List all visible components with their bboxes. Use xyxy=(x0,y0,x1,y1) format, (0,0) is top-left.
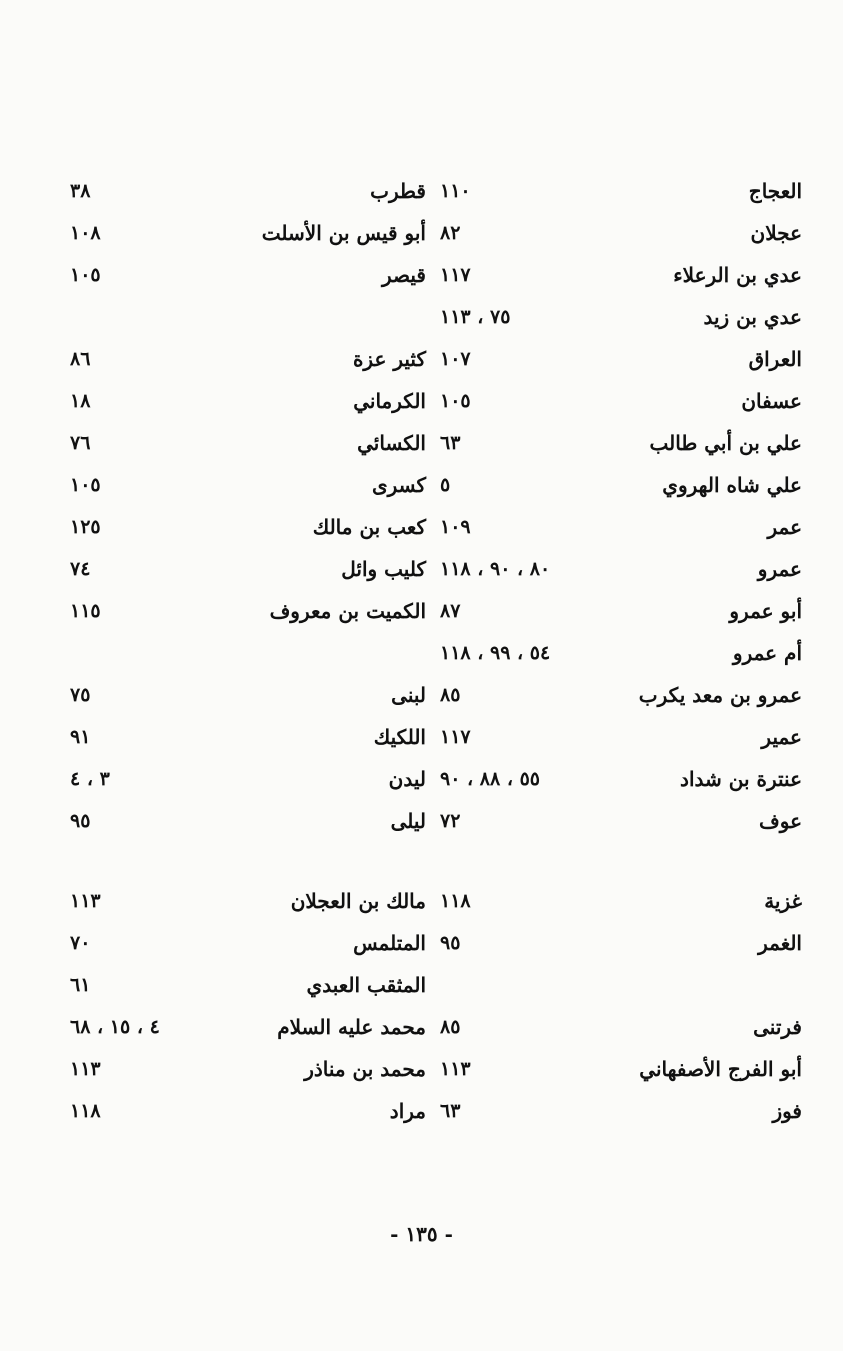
entry-name: قيصر xyxy=(382,263,426,287)
index-entry xyxy=(70,758,426,800)
entry-pages: ١١٣ xyxy=(440,1058,471,1080)
entry-name: الكميت بن معروف xyxy=(269,599,426,623)
entry-pages: ٦٣ xyxy=(440,432,461,454)
entry-name: كسرى xyxy=(371,473,426,497)
index-entry xyxy=(70,380,426,422)
index-entry xyxy=(440,632,802,674)
entry-pages: ١١٣ xyxy=(70,890,101,912)
entry-name: أبو عمرو xyxy=(729,599,802,623)
entry-pages: ٧٠ xyxy=(70,932,91,954)
index-entry xyxy=(70,716,426,758)
index-entry xyxy=(440,674,802,716)
entry-pages: ٩٥ xyxy=(440,932,461,954)
entry-name: محمد بن مناذر xyxy=(304,1057,426,1081)
entry-name: ليلى xyxy=(390,809,426,833)
section-gap xyxy=(70,842,426,880)
section-gap xyxy=(440,842,802,880)
entry-pages: ٨٧ xyxy=(440,600,461,622)
entry-pages: ١٠٥ xyxy=(70,474,101,496)
left-column xyxy=(70,170,426,1132)
entry-pages: ٥ xyxy=(440,474,451,496)
entry-name: مالك بن العجلان xyxy=(290,889,426,913)
entry-name: لبنى xyxy=(391,683,426,707)
entry-pages: ٩١ xyxy=(70,726,91,748)
entry-name: كعب بن مالك xyxy=(312,515,426,539)
index-entry xyxy=(440,880,802,922)
entry-name: محمد عليه السلام xyxy=(277,1015,426,1039)
index-entry xyxy=(440,422,802,464)
entry-pages: ١١٣ xyxy=(70,1058,101,1080)
entry-name: علي شاه الهروي xyxy=(662,473,802,497)
index-entry xyxy=(70,674,426,716)
entry-name: أم عمرو xyxy=(732,641,802,665)
entry-pages: ٥٥ ، ٨٨ ، ٩٠ xyxy=(440,768,541,790)
index-entry xyxy=(440,254,802,296)
index-entry xyxy=(70,1048,426,1090)
entry-name: العراق xyxy=(748,347,802,371)
index-entry xyxy=(70,254,426,296)
entry-name: الغمر xyxy=(758,931,802,955)
index-entry xyxy=(440,338,802,380)
index-entry xyxy=(440,964,802,1006)
entry-pages: ١٠٥ xyxy=(70,264,101,286)
entry-name: عدي بن زيد xyxy=(703,305,802,329)
entry-pages: ٦٣ xyxy=(440,1100,461,1122)
entry-pages: ٨٦ xyxy=(70,348,91,370)
index-entry xyxy=(70,590,426,632)
entry-pages: ١٢٥ xyxy=(70,516,101,538)
index-entry xyxy=(440,590,802,632)
entry-name: عمر xyxy=(767,515,802,539)
index-entry xyxy=(440,380,802,422)
entry-name: اللكيك xyxy=(373,725,426,749)
index-entry xyxy=(440,1090,802,1132)
index-entry xyxy=(70,422,426,464)
entry-name: عجلان xyxy=(750,221,802,245)
index-entry xyxy=(70,212,426,254)
index-entry xyxy=(70,506,426,548)
entry-pages: ٨٥ xyxy=(440,684,461,706)
index-entry xyxy=(440,716,802,758)
entry-name: عمير xyxy=(761,725,802,749)
index-entry xyxy=(70,1006,426,1048)
entry-pages: ١٠٨ xyxy=(70,222,101,244)
entry-name: عوف xyxy=(759,809,802,833)
entry-pages: ١١٨ xyxy=(70,1100,101,1122)
index-entry xyxy=(70,170,426,212)
index-entry xyxy=(70,964,426,1006)
index-entry xyxy=(440,464,802,506)
index-entry xyxy=(70,632,426,674)
entry-pages: ١١٧ xyxy=(440,726,471,748)
entry-pages: ٧٤ xyxy=(70,558,91,580)
index-entry xyxy=(440,758,802,800)
entry-name: عنترة بن شداد xyxy=(680,767,802,791)
index-entry xyxy=(70,800,426,842)
index-entry xyxy=(70,338,426,380)
index-entry xyxy=(70,296,426,338)
index-entry xyxy=(440,296,802,338)
entry-pages: ٤ ، ١٥ ، ٦٨ xyxy=(70,1016,160,1038)
page-number: - ١٣٥ - xyxy=(390,1222,453,1246)
entry-name: كثير عزة xyxy=(352,347,426,371)
index-entry xyxy=(440,1048,802,1090)
index-entry xyxy=(440,548,802,590)
entry-pages: ١١٥ xyxy=(70,600,101,622)
entry-pages: ٨٥ xyxy=(440,1016,461,1038)
index-entry xyxy=(440,800,802,842)
entry-name: فوز xyxy=(772,1099,802,1123)
index-entry xyxy=(70,548,426,590)
right-column xyxy=(440,170,802,1132)
index-entry xyxy=(440,1006,802,1048)
entry-pages: ١١٧ xyxy=(440,264,471,286)
entry-name: مراد xyxy=(389,1099,426,1123)
entry-pages: ١٠٩ xyxy=(440,516,471,538)
entry-name: الكرماني xyxy=(353,389,426,413)
entry-pages: ٧٦ xyxy=(70,432,91,454)
entry-name: ليدن xyxy=(388,767,426,791)
entry-name: قطرب xyxy=(370,179,426,203)
index-entry xyxy=(440,922,802,964)
index-entry xyxy=(70,1090,426,1132)
entry-pages: ٣ ، ٤ xyxy=(70,768,110,790)
entry-name: عسفان xyxy=(741,389,802,413)
entry-name: الكسائي xyxy=(357,431,426,455)
index-entry xyxy=(70,880,426,922)
entry-pages: ١٠٥ xyxy=(440,390,471,412)
entry-pages: ٧٢ xyxy=(440,810,461,832)
entry-pages: ١١٨ xyxy=(440,890,471,912)
entry-name: كليب وائل xyxy=(341,557,426,581)
entry-pages: ٧٥ ، ١١٣ xyxy=(440,306,511,328)
entry-pages: ٩٥ xyxy=(70,810,91,832)
entry-name: فرتنى xyxy=(753,1015,802,1039)
index-entry xyxy=(440,170,802,212)
entry-name: غزية xyxy=(764,889,802,913)
entry-name: علي بن أبي طالب xyxy=(649,431,802,455)
entry-name: المثقب العبدي xyxy=(306,973,426,997)
index-entry xyxy=(440,506,802,548)
entry-name: العجاج xyxy=(748,179,802,203)
entry-pages: ١٨ xyxy=(70,390,91,412)
entry-name: أبو قيس بن الأسلت xyxy=(261,221,426,245)
index-entry xyxy=(70,464,426,506)
index-entry xyxy=(440,212,802,254)
entry-name: عمرو xyxy=(757,557,802,581)
entry-pages: ٨٠ ، ٩٠ ، ١١٨ xyxy=(440,558,551,580)
entry-name: عدي بن الرعلاء xyxy=(673,263,802,287)
entry-pages: ٧٥ xyxy=(70,684,91,706)
entry-pages: ١١٠ xyxy=(440,180,471,202)
entry-name: أبو الفرج الأصفهاني xyxy=(639,1057,802,1081)
entry-name: المتلمس xyxy=(353,931,426,955)
entry-pages: ٨٢ xyxy=(440,222,461,244)
entry-pages: ٣٨ xyxy=(70,180,91,202)
entry-pages: ١٠٧ xyxy=(440,348,471,370)
index-entry xyxy=(70,922,426,964)
entry-name: عمرو بن معد يكرب xyxy=(638,683,802,707)
entry-pages: ٦١ xyxy=(70,974,91,996)
entry-pages: ٥٤ ، ٩٩ ، ١١٨ xyxy=(440,642,551,664)
